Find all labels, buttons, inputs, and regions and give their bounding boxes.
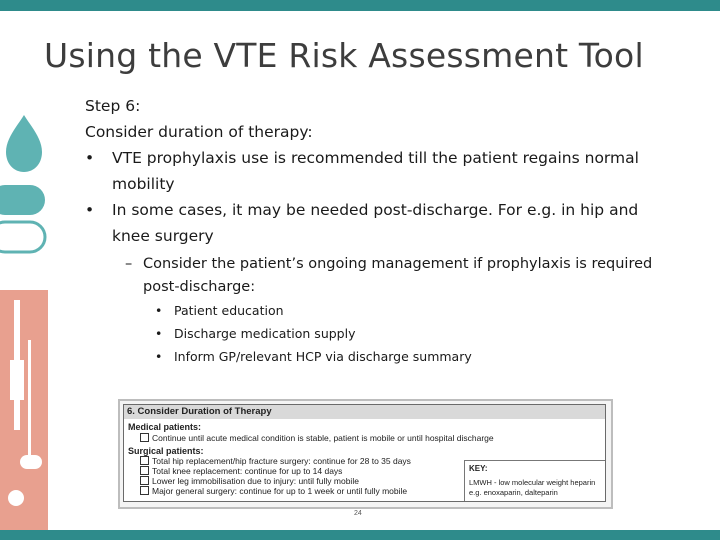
checkbox-icon	[140, 466, 149, 475]
slide-title: Using the VTE Risk Assessment Tool	[44, 36, 644, 75]
form-item-text: Continue until acute medical condition is stable, patient is mobile or until hospital discharge	[152, 433, 494, 443]
sub-sub-bullet-text: Patient education	[174, 303, 284, 318]
sub-sub-bullet-item	[155, 345, 675, 368]
dash-glyph: –	[125, 256, 133, 272]
bullet-glyph: •	[155, 349, 163, 364]
key-line: e.g. enoxaparin, dalteparin	[469, 488, 558, 497]
capsule-icon	[0, 185, 45, 252]
sub-sub-bullet-text: Inform GP/relevant HCP via discharge summary	[174, 349, 472, 364]
form-item-text: Lower leg immobilisation due to injury: until fully mobile	[152, 476, 359, 486]
step-heading: Step 6:	[85, 97, 141, 115]
checkbox-icon	[140, 476, 149, 485]
form-checkbox-item	[140, 433, 494, 443]
form-panel	[123, 404, 606, 502]
drop-icon	[6, 115, 42, 172]
form-item-text: Total hip replacement/hip fracture surgery: continue for 28 to 35 days	[152, 456, 411, 466]
checkbox-icon	[140, 486, 149, 495]
form-checkbox-item	[140, 456, 411, 466]
sub-sub-bullet-item	[155, 299, 675, 322]
bullet-glyph: •	[85, 149, 95, 167]
bottle-icon	[0, 290, 48, 530]
form-title: 6. Consider Duration of Therapy	[124, 405, 605, 419]
bullet-text: In some cases, it may be needed post-discharge. For e.g. in hip and knee surgery	[112, 201, 639, 245]
assessment-form-image	[118, 399, 613, 509]
bullet-item	[85, 197, 675, 249]
sub-sub-bullet-item	[155, 322, 675, 345]
surgical-heading: Surgical patients:	[128, 446, 204, 456]
key-box	[464, 460, 605, 501]
sub-bullet-text: Consider the patient’s ongoing management if prophylaxis is required post-discharge:	[143, 256, 653, 295]
intro-text: Consider duration of therapy:	[85, 123, 313, 141]
sub-bullet-item	[125, 253, 675, 299]
medical-illustration	[0, 110, 52, 530]
form-item-text: Major general surgery: continue for up to 1 week or until fully mobile	[152, 486, 408, 496]
key-line: LMWH - low molecular weight heparin	[469, 478, 596, 487]
form-checkbox-item	[140, 466, 342, 476]
top-accent-bar	[0, 0, 720, 11]
medical-heading: Medical patients:	[128, 422, 202, 432]
bullet-glyph: •	[155, 303, 163, 318]
bullet-item	[85, 145, 675, 197]
bullet-text: VTE prophylaxis use is recommended till the patient regains normal mobility	[112, 149, 639, 193]
bottom-accent-bar	[0, 530, 720, 540]
bullet-glyph: •	[155, 326, 163, 341]
form-checkbox-item	[140, 476, 359, 486]
bullet-glyph: •	[85, 201, 95, 219]
checkbox-icon	[140, 456, 149, 465]
page-number: 24	[354, 510, 362, 517]
key-text	[469, 478, 595, 498]
sub-sub-bullet-text: Discharge medication supply	[174, 326, 356, 341]
slide-body	[85, 93, 675, 368]
form-checkbox-item	[140, 486, 407, 496]
checkbox-icon	[140, 433, 149, 442]
form-item-text: Total knee replacement: continue for up to 14 days	[152, 466, 343, 476]
key-title: KEY:	[469, 464, 488, 473]
